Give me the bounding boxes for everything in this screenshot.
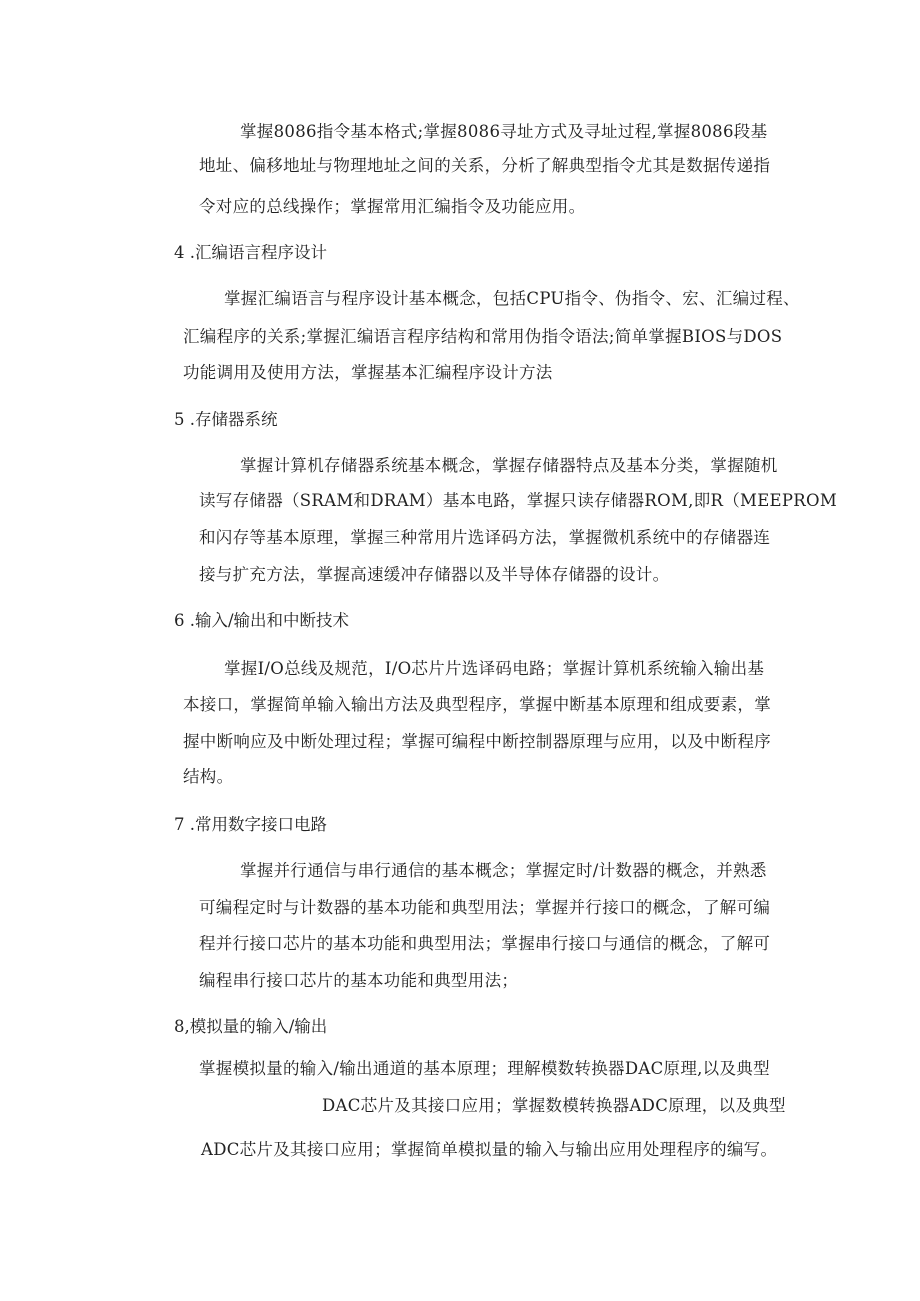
paragraph-line: 掌握计算机存储器系统基本概念，掌握存储器特点及基本分类，掌握随机: [240, 456, 778, 475]
paragraph-line: 编程串行接口芯片的基本功能和典型用法；: [199, 971, 519, 990]
paragraph-line: 程并行接口芯片的基本功能和典型用法；掌握串行接口与通信的概念，了解可: [199, 934, 771, 953]
paragraph-line: 掌握8086指令基本格式;掌握8086寻址方式及寻址过程,掌握8086段基: [240, 122, 768, 141]
section-heading: 7 .常用数字接口电路: [174, 815, 327, 834]
section-heading: 6 .输入/输出和中断技术: [174, 611, 350, 630]
paragraph-line: 掌握汇编语言与程序设计基本概念，包括CPU指令、伪指令、宏、汇编过程、: [224, 289, 800, 308]
paragraph-line: 读写存储器（SRAM和DRAM）基本电路，掌握只读存储器ROM,即R（MEEPROM: [199, 491, 838, 510]
paragraph-line: 汇编程序的关系;掌握汇编语言程序结构和常用伪指令语法;简单掌握BIOS与DOS: [183, 327, 783, 346]
section-heading: 8,模拟量的输入/输出: [174, 1017, 328, 1036]
paragraph-line: 地址、偏移地址与物理地址之间的关系，分析了解典型指令尤其是数据传递指: [199, 156, 771, 175]
paragraph-line: 本接口，掌握简单输入输出方法及典型程序，掌握中断基本原理和组成要素，掌: [183, 695, 771, 714]
paragraph-line: 掌握模拟量的输入/输出通道的基本原理；理解模数转换器DAC原理,以及典型: [199, 1059, 770, 1078]
paragraph-line: 接与扩充方法，掌握高速缓冲存储器以及半导体存储器的设计。: [199, 565, 670, 584]
paragraph-line: 令对应的总线操作；掌握常用汇编指令及功能应用。: [199, 197, 586, 216]
paragraph-line: 和闪存等基本原理，掌握三种常用片选译码方法，掌握微机系统中的存储器连: [199, 528, 771, 547]
paragraph-line: ADC芯片及其接口应用；掌握简单模拟量的输入与输出应用处理程序的编写。: [201, 1140, 778, 1159]
section-heading: 4 .汇编语言程序设计: [174, 243, 327, 262]
paragraph-line: 掌握I/O总线及规范，I/O芯片片选译码电路；掌握计算机系统输入输出基: [224, 659, 765, 678]
paragraph-line: 握中断响应及中断处理过程；掌握可编程中断控制器原理与应用，以及中断程序: [183, 732, 771, 751]
paragraph-line: 掌握并行通信与串行通信的基本概念；掌握定时/计数器的概念，并熟悉: [240, 861, 767, 880]
paragraph-line: DAC芯片及其接口应用；掌握数模转换器ADC原理，以及典型: [322, 1096, 786, 1115]
paragraph-line: 结构。: [183, 767, 234, 786]
section-heading: 5 .存储器系统: [174, 410, 278, 429]
paragraph-line: 可编程定时与计数器的基本功能和典型用法；掌握并行接口的概念，了解可编: [199, 898, 771, 917]
paragraph-line: 功能调用及使用方法，掌握基本汇编程序设计方法: [183, 363, 553, 382]
